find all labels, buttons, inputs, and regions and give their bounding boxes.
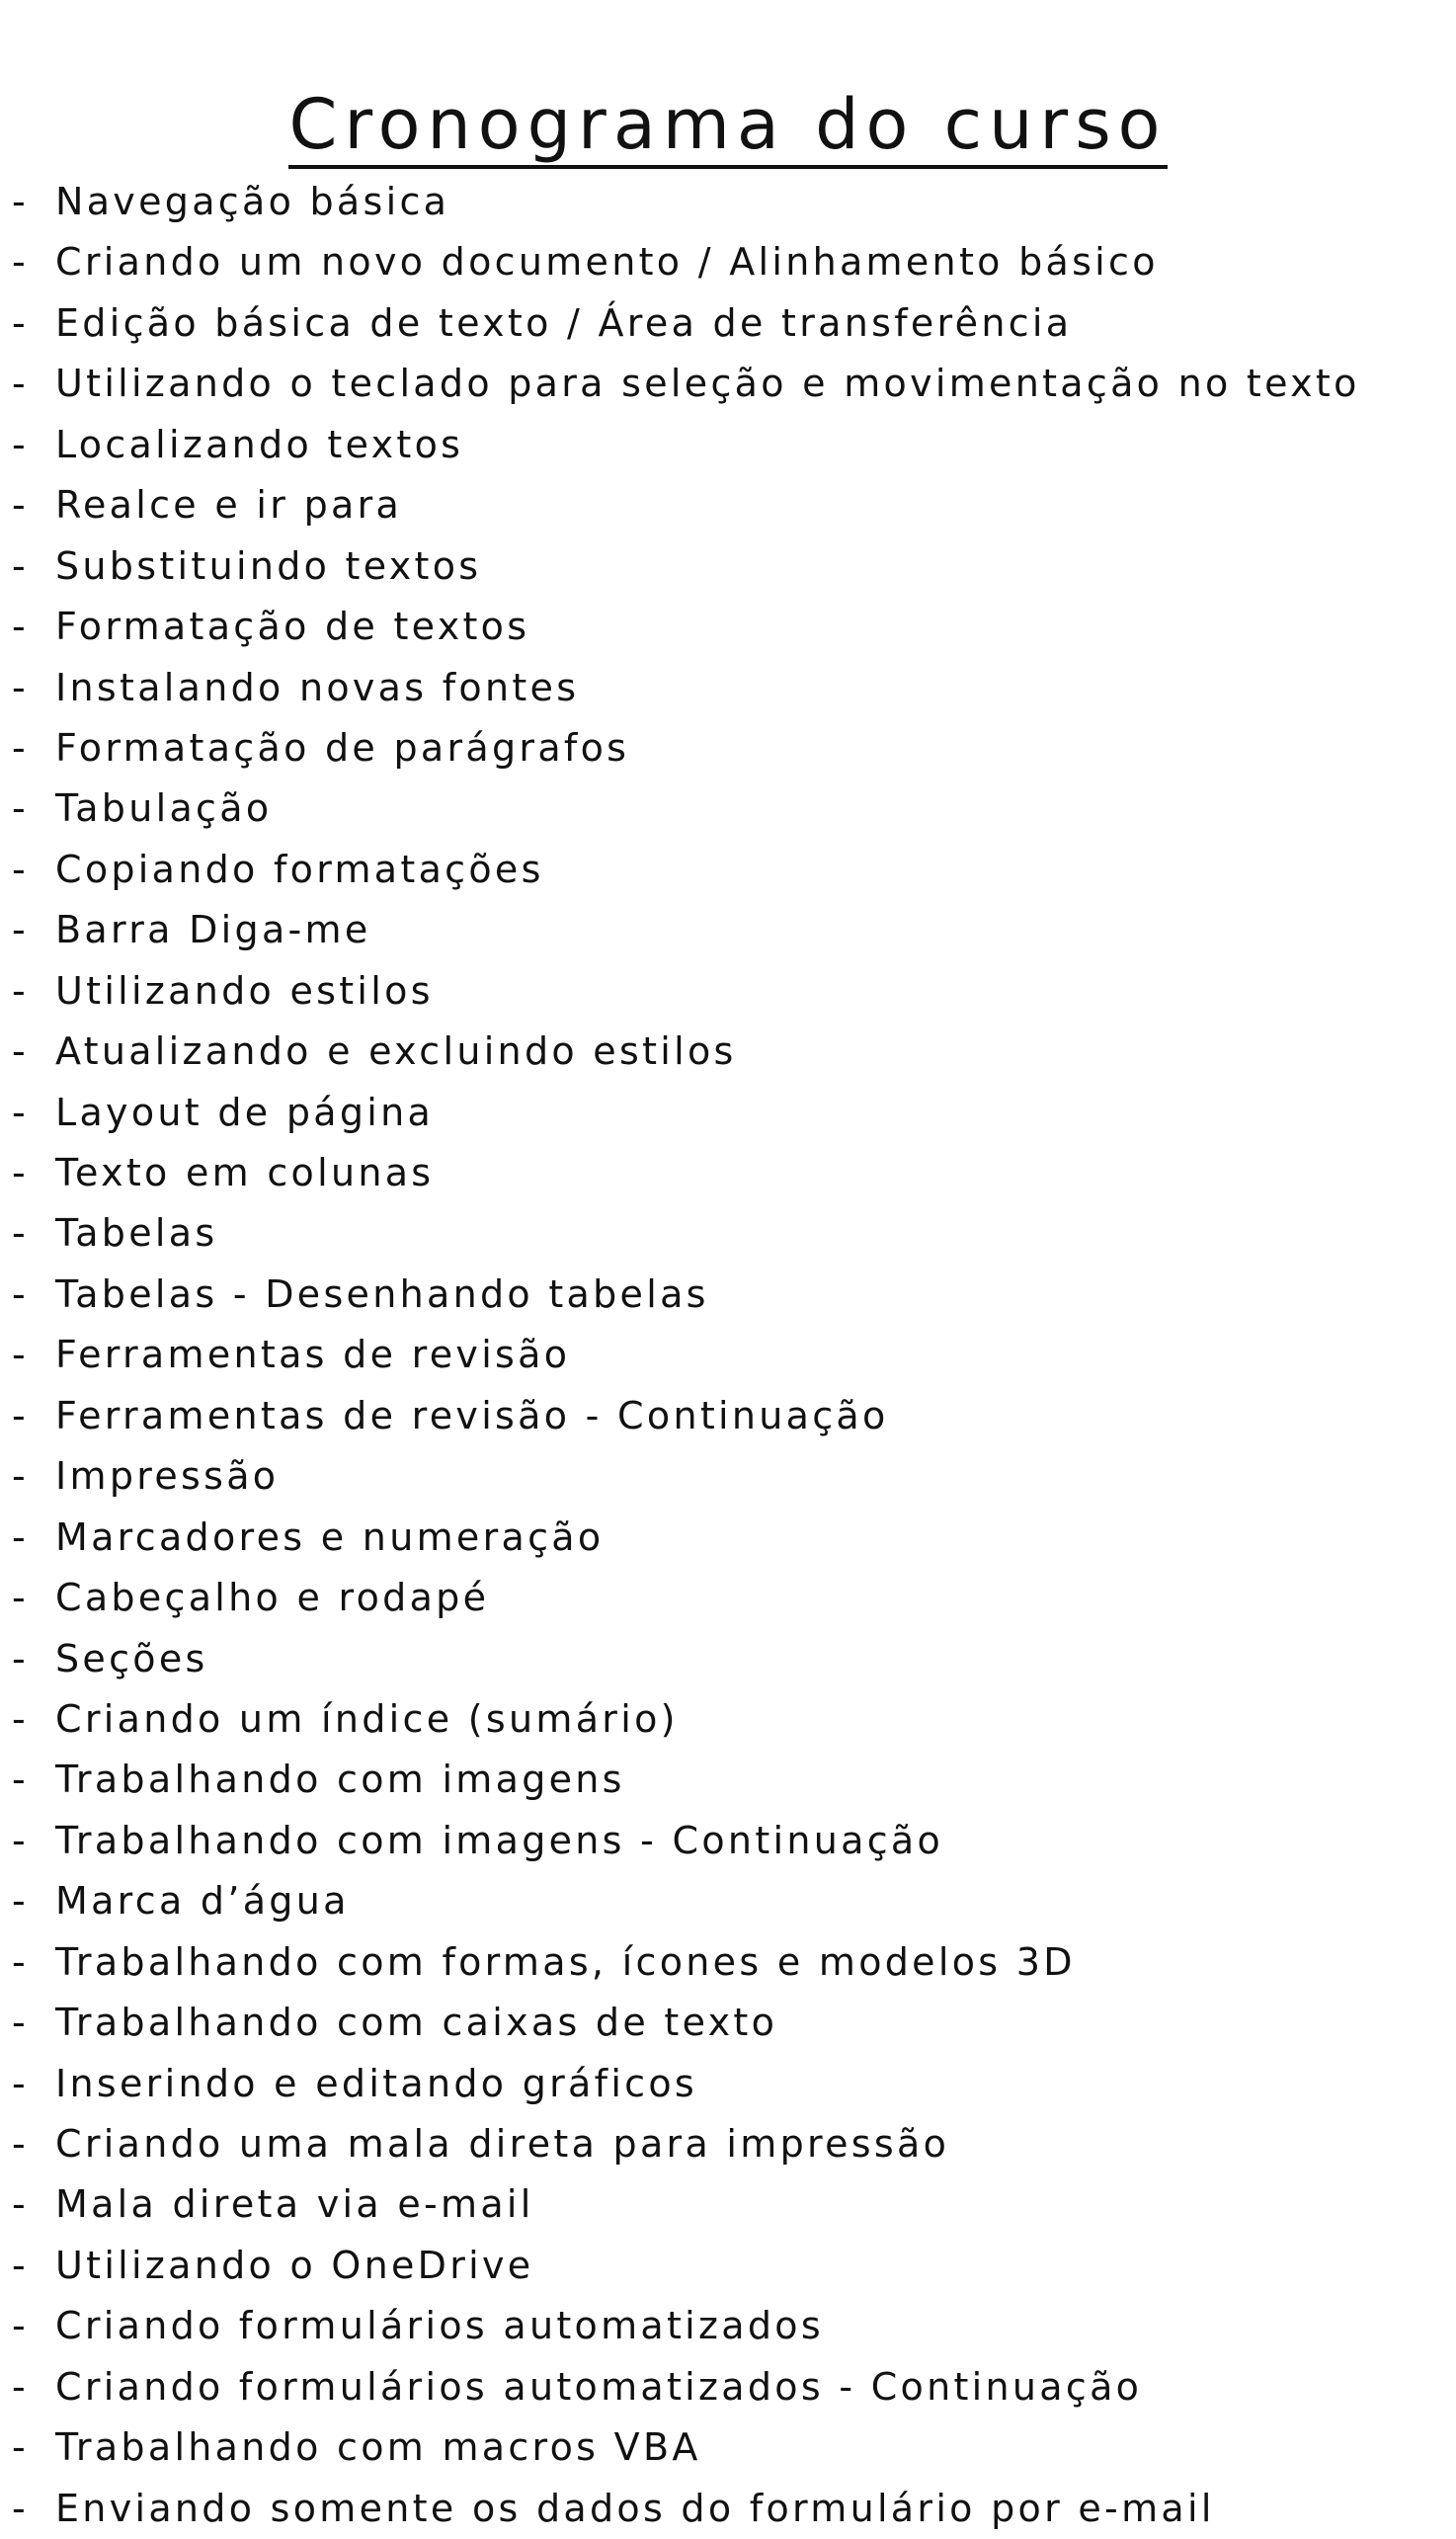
- bullet-dash: -: [12, 1939, 30, 1984]
- bullet-dash: -: [12, 1696, 30, 1741]
- list-item: [12, 1750, 1360, 1810]
- list-item-text: Ferramentas de revisão: [55, 1333, 571, 1377]
- list-item: [12, 1446, 1360, 1507]
- list-item: [12, 2174, 1360, 2235]
- bullet-dash: -: [12, 725, 30, 770]
- bullet-dash: -: [12, 2061, 30, 2105]
- list-item: [12, 475, 1360, 535]
- list-item-text: Trabalhando com formas, ícones e modelos 3D: [55, 1939, 1076, 1984]
- bullet-dash: -: [12, 665, 30, 709]
- page-title: Cronograma do curso: [288, 90, 1167, 169]
- list-item: [12, 1993, 1360, 2053]
- bullet-dash: -: [12, 908, 30, 952]
- list-item-text: Utilizando o teclado para seleção e movimentação no texto: [55, 362, 1360, 406]
- bullet-dash: -: [12, 362, 30, 406]
- bullet-dash: -: [12, 2486, 30, 2530]
- list-item-text: Tabelas: [55, 1211, 218, 1256]
- bullet-dash: -: [12, 2001, 30, 2045]
- bullet-dash: -: [12, 2364, 30, 2409]
- bullet-dash: -: [12, 847, 30, 891]
- list-item: [12, 1143, 1360, 1203]
- list-item: [12, 354, 1360, 414]
- list-item-text: Instalando novas fontes: [55, 665, 580, 709]
- list-item-text: Atualizando e excluindo estilos: [55, 1029, 737, 1074]
- list-item-text: Realce e ir para: [55, 483, 403, 528]
- bullet-dash: -: [12, 422, 30, 466]
- list-item: [12, 1325, 1360, 1385]
- list-item-text: Formatação de textos: [55, 605, 530, 649]
- list-item: [12, 2236, 1360, 2296]
- list-item: [12, 840, 1360, 900]
- list-item-text: Barra Diga-me: [55, 908, 371, 952]
- list-item-text: Trabalhando com imagens: [55, 1758, 625, 1802]
- list-item: [12, 778, 1360, 839]
- list-item: [12, 718, 1360, 778]
- bullet-dash: -: [12, 2243, 30, 2287]
- list-item-text: Cabeçalho e rodapé: [55, 1576, 490, 1620]
- list-item-text: Impressão: [55, 1454, 280, 1499]
- list-item: [12, 597, 1360, 657]
- bullet-dash: -: [12, 1818, 30, 1862]
- list-item: [12, 1203, 1360, 1264]
- bullet-dash: -: [12, 1090, 30, 1134]
- bullet-dash: -: [12, 1393, 30, 1437]
- list-item-text: Texto em colunas: [55, 1151, 435, 1194]
- list-item-text: Criando um novo documento / Alinhamento básico: [55, 240, 1159, 285]
- list-item-text: Criando um índice (sumário): [55, 1696, 679, 1741]
- list-item-text: Marcadores e numeração: [55, 1515, 605, 1559]
- list-item-text: Seções: [55, 1636, 208, 1680]
- bullet-dash: -: [12, 180, 30, 223]
- bullet-dash: -: [12, 2122, 30, 2166]
- list-item: [12, 1508, 1360, 1568]
- bullet-dash: -: [12, 605, 30, 649]
- bullet-dash: -: [12, 2425, 30, 2470]
- list-item: [12, 1022, 1360, 1082]
- list-item-text: Criando formulários automatizados: [55, 2304, 824, 2348]
- list-item: [12, 1265, 1360, 1325]
- list-item-text: Enviando somente os dados do formulário por e-mail: [55, 2486, 1215, 2530]
- list-item-text: Utilizando o OneDrive: [55, 2243, 534, 2287]
- bullet-dash: -: [12, 1151, 30, 1194]
- bullet-dash: -: [12, 240, 30, 285]
- bullet-dash: -: [12, 2304, 30, 2348]
- list-item: [12, 536, 1360, 597]
- list-item: [12, 2296, 1360, 2356]
- list-item: [12, 1932, 1360, 1993]
- list-item-text: Criando uma mala direta para impressão: [55, 2122, 950, 2166]
- list-item: [12, 1629, 1360, 1689]
- bullet-dash: -: [12, 1879, 30, 1924]
- course-topic-list: [12, 172, 1360, 2539]
- list-item-text: Layout de página: [55, 1090, 435, 1134]
- bullet-dash: -: [12, 1211, 30, 1256]
- list-item-text: Mala direta via e-mail: [55, 2182, 534, 2227]
- bullet-dash: -: [12, 1271, 30, 1316]
- list-item: [12, 1568, 1360, 1628]
- list-item-text: Edição básica de texto / Área de transferência: [55, 300, 1073, 345]
- bullet-dash: -: [12, 1758, 30, 1802]
- bullet-dash: -: [12, 1515, 30, 1559]
- list-item: [12, 658, 1360, 718]
- list-item-text: Substituindo textos: [55, 543, 482, 588]
- list-item-text: Tabulação: [55, 786, 273, 831]
- list-item-text: Criando formulários automatizados - Continuação: [55, 2364, 1143, 2409]
- list-item: [12, 900, 1360, 960]
- bullet-dash: -: [12, 786, 30, 831]
- list-item: [12, 415, 1360, 475]
- bullet-dash: -: [12, 1576, 30, 1620]
- list-item-text: Copiando formatações: [55, 847, 544, 891]
- list-item-text: Formatação de parágrafos: [55, 725, 630, 770]
- list-item: [12, 293, 1360, 354]
- list-item-text: Utilizando estilos: [55, 968, 434, 1013]
- list-item-text: Marca d’água: [55, 1879, 350, 1924]
- list-item: [12, 1811, 1360, 1871]
- list-item-text: Localizando textos: [55, 422, 464, 466]
- list-item: [12, 232, 1360, 292]
- bullet-dash: -: [12, 1333, 30, 1377]
- list-item-text: Ferramentas de revisão - Continuação: [55, 1393, 889, 1437]
- bullet-dash: -: [12, 1454, 30, 1499]
- bullet-dash: -: [12, 483, 30, 528]
- list-item-text: Inserindo e editando gráficos: [55, 2061, 698, 2105]
- list-item-text: Trabalhando com imagens - Continuação: [55, 1818, 944, 1862]
- list-item: [12, 961, 1360, 1022]
- list-item: [12, 1386, 1360, 1446]
- list-item-text: Trabalhando com macros VBA: [55, 2425, 701, 2470]
- list-item: [12, 2417, 1360, 2478]
- list-item: [12, 1083, 1360, 1143]
- bullet-dash: -: [12, 2182, 30, 2227]
- list-item: [12, 2357, 1360, 2417]
- list-item: [12, 2479, 1360, 2539]
- list-item-text: Trabalhando com caixas de texto: [55, 2001, 778, 2045]
- bullet-dash: -: [12, 1636, 30, 1680]
- bullet-dash: -: [12, 300, 30, 345]
- list-item: [12, 2114, 1360, 2174]
- list-item-text: Navegação básica: [55, 180, 450, 223]
- bullet-dash: -: [12, 968, 30, 1013]
- bullet-dash: -: [12, 1029, 30, 1074]
- list-item: [12, 1871, 1360, 1931]
- list-item: [12, 1689, 1360, 1750]
- bullet-dash: -: [12, 543, 30, 588]
- list-item: [12, 2054, 1360, 2114]
- list-item-text: Tabelas - Desenhando tabelas: [55, 1271, 709, 1316]
- list-item: [12, 172, 1360, 232]
